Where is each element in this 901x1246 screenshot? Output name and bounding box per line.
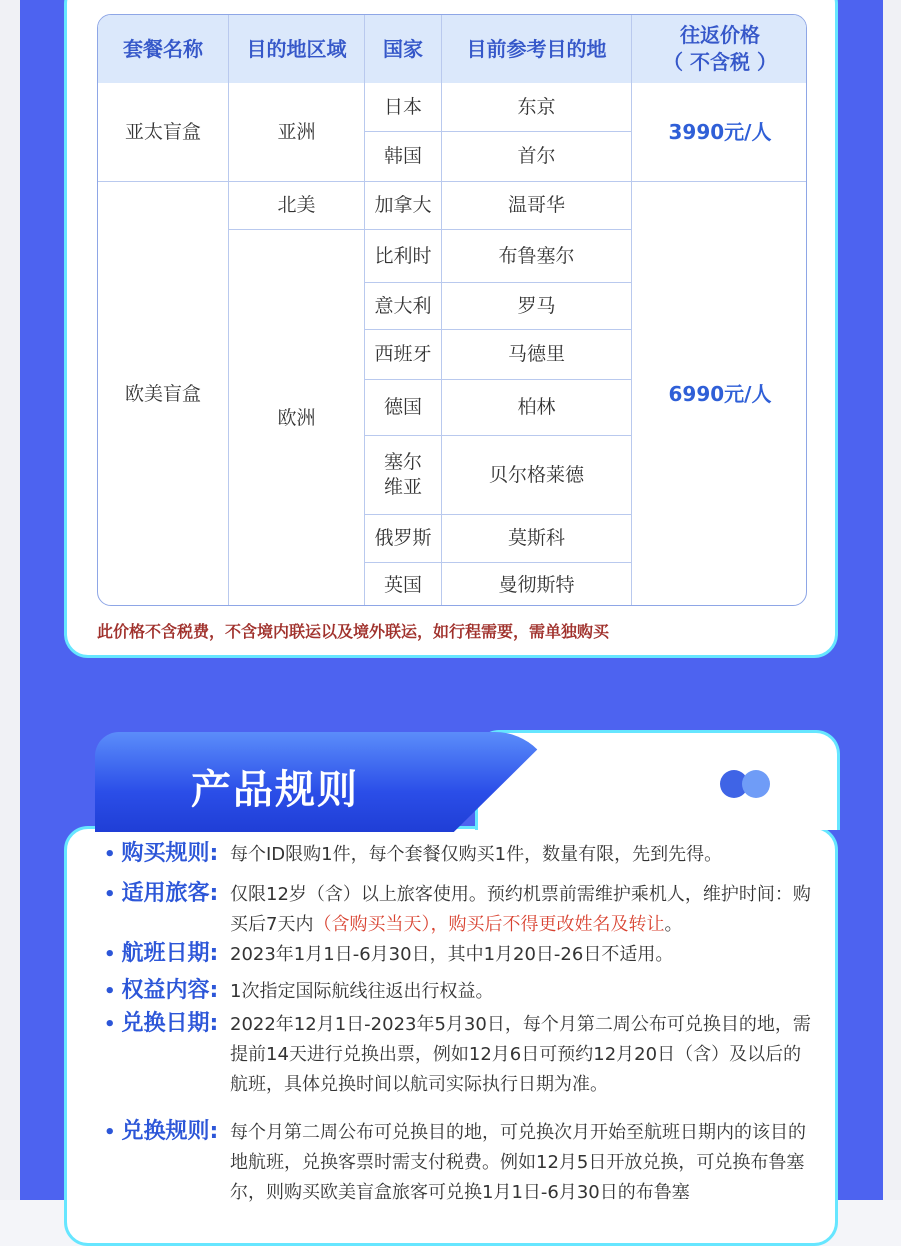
country-line1: 塞尔 xyxy=(383,451,422,473)
country-line2: 维亚 xyxy=(383,476,422,498)
country-cell: 加拿大 xyxy=(374,194,432,216)
country-cell: 韩国 xyxy=(383,145,422,167)
city-cell: 贝尔格莱德 xyxy=(488,463,584,486)
country-cell: 英国 xyxy=(383,573,422,596)
rule-label: • 兑换规则: xyxy=(104,1119,219,1144)
region-north-america: 北美 xyxy=(277,194,316,216)
header-price-line2: （ 不含税 ） xyxy=(663,50,777,74)
country-cell: 比利时 xyxy=(374,244,432,267)
right-margin xyxy=(883,0,901,1200)
rule-label: • 适用旅客: xyxy=(104,881,219,906)
city-cell: 曼彻斯特 xyxy=(498,573,575,596)
rule-text: 2023年1月1日-6月30日，其中1月20日-26日不适用。 xyxy=(230,944,674,965)
country-cell: 西班牙 xyxy=(374,343,432,365)
region-europe: 欧洲 xyxy=(277,407,316,429)
country-cell: 俄罗斯 xyxy=(374,527,432,549)
header-destination: 目前参考目的地 xyxy=(442,15,631,83)
country-cell: 日本 xyxy=(383,95,422,118)
header-package-name: 套餐名称 xyxy=(98,15,228,83)
rule-label: • 兑换日期: xyxy=(104,1011,219,1036)
city-cell: 布鲁塞尔 xyxy=(498,244,575,267)
header-price xyxy=(632,15,807,83)
price-table xyxy=(97,14,807,606)
country-cell xyxy=(365,436,441,514)
city-cell: 温哥华 xyxy=(507,194,565,216)
rule-item xyxy=(104,1010,814,1100)
city-cell: 罗马 xyxy=(517,294,556,317)
package-name-euam: 欧美盲盒 xyxy=(124,383,201,405)
header-price-line1: 往返价格 xyxy=(680,23,760,47)
rule-text: 1次指定国际航线往返出行权益。 xyxy=(230,981,494,1002)
rule-label: • 航班日期: xyxy=(104,941,219,966)
decor-dot-icon xyxy=(742,770,770,798)
rule-text: 仅限12岁（含）以上旅客使用。预约机票前需维护乘机人，维护时间：购买后7天内（含购买当天），购买后不得更改姓名及转让。 xyxy=(230,884,811,935)
region-asia: 亚洲 xyxy=(277,120,316,143)
rule-text: 每个ID限购1件，每个套餐仅购买1件，数量有限，先到先得。 xyxy=(230,844,723,865)
header-country: 国家 xyxy=(365,15,441,83)
city-cell: 柏林 xyxy=(517,396,556,418)
city-cell: 东京 xyxy=(517,95,556,118)
rule-item xyxy=(104,840,814,870)
rule-item xyxy=(104,1118,814,1208)
city-cell: 莫斯科 xyxy=(507,527,565,549)
section-title: 产品规则 xyxy=(191,767,359,813)
rule-label: • 购买规则: xyxy=(104,841,219,866)
rule-label: • 权益内容: xyxy=(104,978,219,1003)
rule-item xyxy=(104,880,814,940)
price-asia: 3990元/人 xyxy=(668,119,772,144)
rule-text: 每个月第二周公布可兑换目的地，可兑换次月开始至航班日期内的该目的地航班，兑换客票时需支付税费。例如12月5日开放兑换，可兑换布鲁塞尔，则购买欧美盲盒旅客可兑换1月1日-6月30日的布鲁塞 xyxy=(230,1122,806,1203)
price-note: 此价格不含税费，不含境内联运以及境外联运，如行程需要，需单独购买 xyxy=(97,622,610,641)
rule-text: 2022年12月1日-2023年5月30日，每个月第二周公布可兑换目的地，需提前14天进行兑换出票，例如12月6日可预约12月20日（含）及以后的航班，具体兑换时间以航司实际执行日期为准。 xyxy=(230,1014,811,1095)
price-euam: 6990元/人 xyxy=(668,382,772,406)
city-cell: 首尔 xyxy=(517,145,556,167)
rule-highlight: （含购买当天），购买后不得更改姓名及转让 xyxy=(313,914,665,935)
country-cell: 德国 xyxy=(383,396,422,418)
rule-item xyxy=(104,940,814,970)
city-cell: 马德里 xyxy=(507,343,565,365)
package-name-asia: 亚太盲盒 xyxy=(124,120,201,143)
header-region: 目的地区域 xyxy=(229,15,364,83)
country-cell: 意大利 xyxy=(374,294,432,317)
rule-item xyxy=(104,977,814,1007)
left-margin xyxy=(0,0,20,1200)
